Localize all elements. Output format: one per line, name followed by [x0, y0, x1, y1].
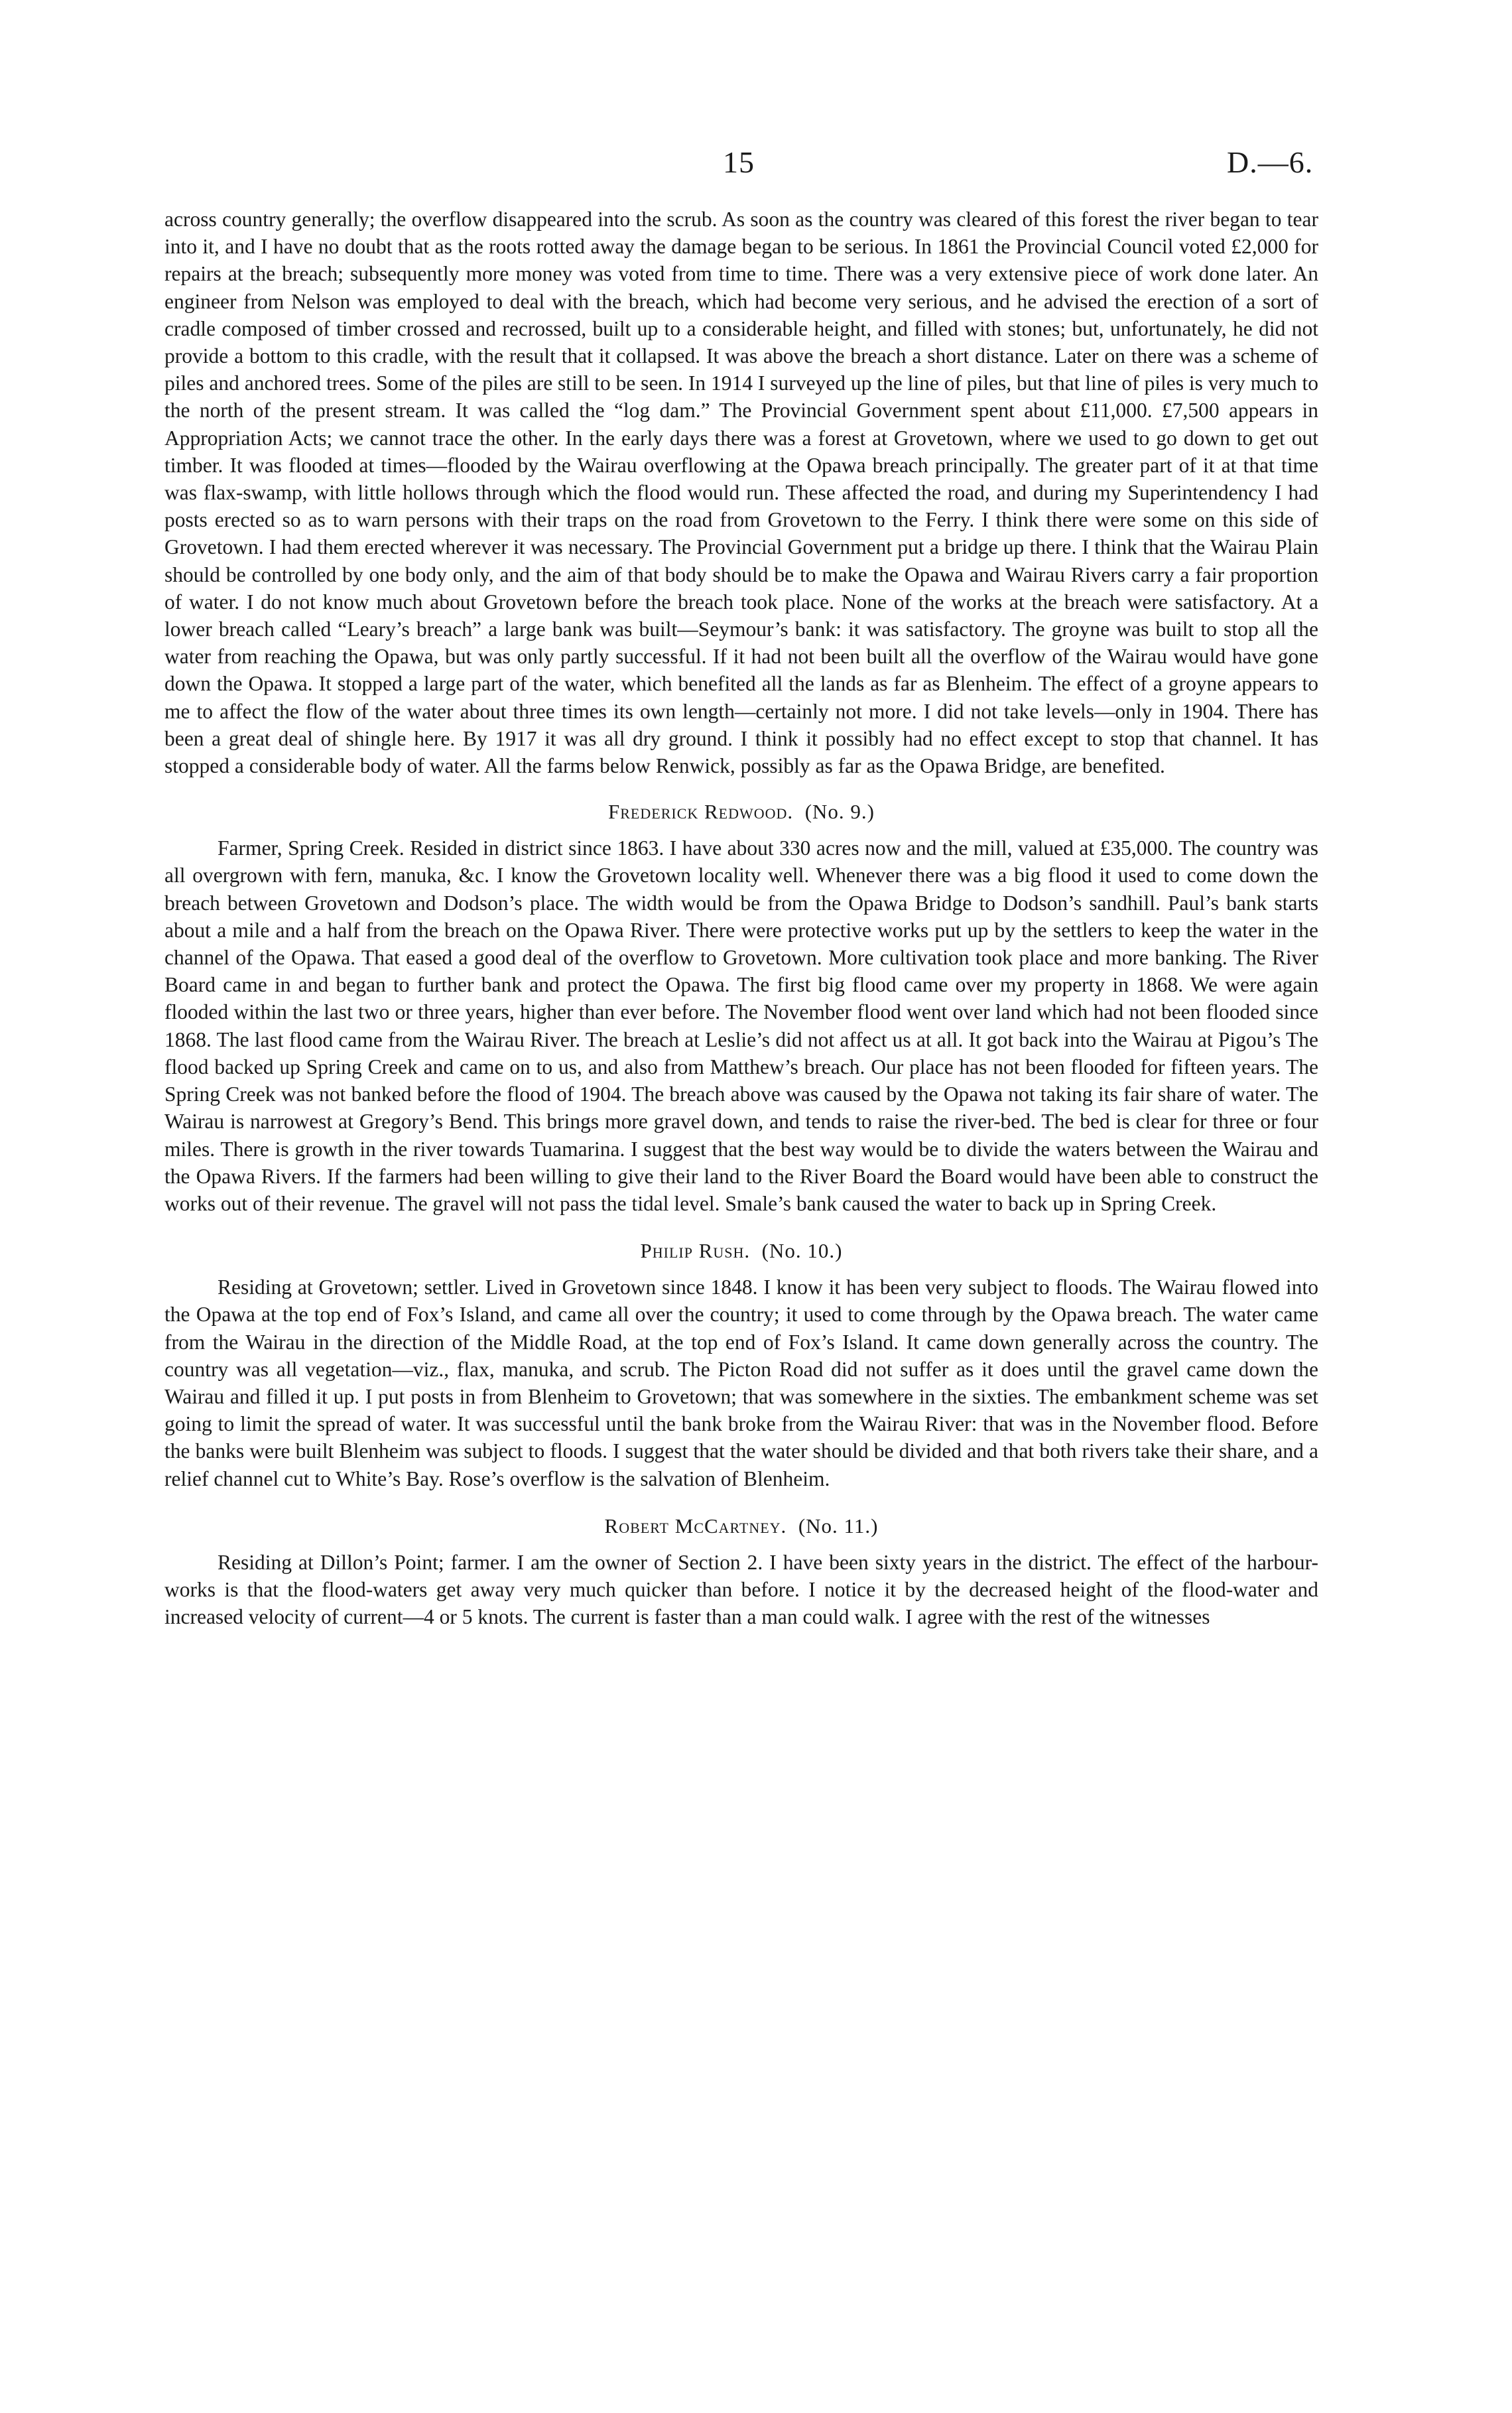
- testimony-paragraph-mccartney: Residing at Dillon’s Point; farmer. I am the owner of Section 2. I have been sixty years in the district. The effect of the harbour-works is that the flood-waters get away very much quicker than before. I notice it by the decreased height of the flood-water and increased velocity of current—4 or 5 knots. The current is faster than a man could walk. I agree with the rest of the witnesses: [164, 1550, 1318, 1629]
- witness-name: Frederick Redwood.: [608, 800, 794, 824]
- witness-name: Philip Rush.: [640, 1239, 751, 1263]
- witness-heading-mccartney: [164, 1512, 1318, 1539]
- continued-testimony-paragraph: across country generally; the overflow disappeared into the scrub. As soon as the country was cleared of this forest the river began to tear into it, and I have no doubt that as the roots rotted away the damage began to be serious. In 1861 the Provincial Council voted £2,000 for repairs at the breach; subsequently more money was voted from time to time. There was a very extensive piece of work done later. An engineer from Nelson was employed to deal with the breach, which had become very serious, and he advised the erection of a sort of cradle composed of timber crossed and recrossed, built up to a considerable height, and filled with stones; but, unfortunately, he did not provide a bottom to this cradle, with the result that it collapsed. It was above the breach a short distance. Later on there was a scheme of piles and anchored trees. Some of the piles are still to be seen. In 1914 I surveyed up the line of piles, but that line of piles is very much to the north of the present stream. It was called the “log dam.” The Provincial Government spent about £11,000. £7,500 appears in Appropriation Acts; we cannot trace the other. In the early days there was a forest at Grovetown, where we used to go down to get out timber. It was flooded at times—flooded by the Wairau overflowing at the Opawa breach principally. The greater part of it at that time was flax-swamp, with little hollows through which the flood would run. These affected the road, and during my Superintendency I had posts erected so as to warn persons with their traps on the road from Grovetown to the Ferry. I think there were some on this side of Grovetown. I had them erected wherever it was necessary. The Provincial Government put a bridge up there. I think that the Wairau Plain should be controlled by one body only, and the aim of that body should be to make the Opawa and Wairau Rivers carry a fair proportion of water. I do not know much about Grovetown before the breach took place. None of the works at the breach were satisfactory. At a lower breach called “Leary’s breach” a large bank was built—Seymour’s bank: it was satisfactory. The groyne was built to stop all the water from reaching the Opawa, but was only partly successful. If it had not been built all the overflow of the Wairau would have gone down the Opawa. It stopped a large part of the water, which benefited all the lands as far as Blenheim. The effect of a groyne appears to me to affect the flow of the water about three times its own length—certainly not more. I did not take levels—only in 1904. There has been a great deal of shingle here. By 1917 it was all dry ground. I think it possibly had no effect except to stop that channel. It has stopped a considerable body of water. All the farms below Renwick, possibly as far as the Opawa Bridge, are benefited.: [164, 208, 1318, 778]
- witness-number: (No. 11.): [798, 1514, 879, 1537]
- witness-number: (No. 9.): [804, 800, 875, 824]
- witness-name: Robert McCartney.: [604, 1514, 787, 1537]
- page-number: 15: [723, 145, 755, 179]
- witness-heading-rush: [164, 1237, 1318, 1264]
- document-reference: D.—6.: [1227, 145, 1314, 179]
- document-body: [164, 206, 1318, 1630]
- testimony-paragraph-rush: Residing at Grovetown; settler. Lived in Grovetown since 1848. I know it has been very subject to floods. The Wairau flowed into the Opawa at the top end of Fox’s Island, and came all over the country; it used to come through by the Opawa breach. The water came from the Wairau in the direction of the Middle Road, at the top end of Fox’s Island. It came down generally across the country. The country was all vegetation—viz., flax, manuka, and scrub. The Picton Road did not suffer as it does until the gravel came down the Wairau and filled it up. I put posts in from Blenheim to Grovetown; that was somewhere in the sixties. The embankment scheme was set going to limit the spread of water. It was successful until the bank broke from the Wairau River: that was in the November flood. Before the banks were built Blenheim was subject to floods. I suggest that the water should be divided and that both rivers take their share, and a relief channel cut to White’s Bay. Rose’s overflow is the salvation of Blenheim.: [164, 1275, 1318, 1490]
- testimony-paragraph-redwood: Farmer, Spring Creek. Resided in district since 1863. I have about 330 acres now and the mill, valued at £35,000. The country was all overgrown with fern, manuka, &c. I know the Grovetown locality well. Whenever there was a big flood it used to come down the breach between Grovetown and Dodson’s place. The width would be from the Opawa Bridge to Dodson’s sandhill. Paul’s bank starts about a mile and a half from the breach on the Opawa River. There were protective works put up by the settlers to keep the water in the channel of the Opawa. That eased a good deal of the overflow to Grovetown. More cultivation took place and more banking. The River Board came in and began to further bank and protect the Opawa. The first big flood came over my property in 1868. We were again flooded within the last two or three years, higher than ever before. The November flood went over land which had not been flooded since 1868. The last flood came from the Wairau River. The breach at Leslie’s did not affect us at all. It got back into the Wairau at Pigou’s The flood backed up Spring Creek and came on to us, and also from Matthew’s breach. Our place has not been flooded for fifteen years. The Spring Creek was not banked before the flood of 1904. The breach above was caused by the Opawa not taking its fair share of water. The Wairau is narrowest at Gregory’s Bend. This brings more gravel down, and tends to raise the river-bed. The bed is clear for three or four miles. There is growth in the river towards Tuamarina. I suggest that the best way would be to divide the waters between the Wairau and the Opawa Rivers. If the farmers had been willing to give their land to the River Board the Board would have been able to construct the works out of their revenue. The gravel will not pass the tidal level. Smale’s bank caused the water to back up in Spring Creek.: [164, 836, 1318, 1215]
- witness-heading-redwood: [164, 798, 1318, 825]
- witness-number: (No. 10.): [761, 1239, 843, 1263]
